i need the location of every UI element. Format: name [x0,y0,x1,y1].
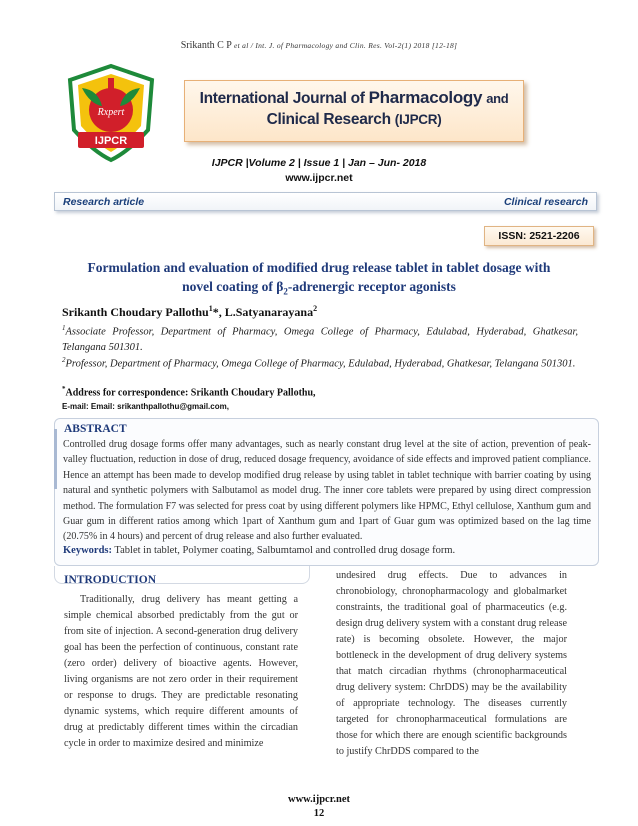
running-head-author: Srikanth C P [180,40,232,51]
keywords-text: Tablet in tablet, Polymer coating, Salbumtamol and controlled drug dosage form. [112,545,456,556]
introduction-heading: INTRODUCTION [64,574,157,586]
journal-word: and [486,91,509,106]
correspondence [62,385,316,398]
author-name: L.Satyanarayana [224,305,314,319]
article-category: Clinical research [503,196,588,208]
journal-word: Research [323,111,395,128]
issue-info: IJPCR |Volume 2 | Issue 1 | Jan – Jun- 2018 [211,157,427,169]
article-type: Research article [63,196,145,208]
keywords-label: Keywords: [63,545,112,556]
affiliation-mark: 2 [62,356,66,364]
title-text: -adrenergic receptor agonists [287,279,456,294]
page-number: 12 [313,808,325,819]
issn-badge: ISSN: 2521-2206 [484,226,594,246]
article-title-line1: Formulation and evaluation of modified drug release tablet in tablet dosage with [87,260,551,275]
article-title [58,258,580,302]
correspondence-mark: * [62,385,66,393]
affiliation-text: Associate Professor, Department of Pharmacy, Omega College of Pharmacy, Edulabad, Hyderabad, Ghatkesar, Telangana 501301. [62,326,578,353]
journal-word: International [199,90,293,107]
logo-staff [108,78,114,104]
journal-word: Clinical [266,111,324,128]
journal-word: (IJPCR) [394,112,442,127]
keywords [63,545,455,556]
journal-logo-icon [58,60,164,164]
author-list [62,304,317,320]
correspondence-email[interactable]: E-mail: Email: srikanthpallothu@gmail.com, [62,402,229,411]
author-affil-mark: 1 [208,304,213,313]
affiliation [62,353,578,372]
introduction-column-right: undesired drug effects. Due to advances in chronobiology, chronopharmacology and globalmarket constraints, the traditional goal of pharmaceutics (e.g. design drug delivery system with a constant drug release rate) is becoming obsolete. However, the major bottleneck in the development of drug delivery systems that match circadian rhythms (chronopharmaceutical drug delivery system: ChrDDS) may be the availability of appropriate technology. The diseases currently targeted for chronopharmaceutical formulations are those for which there are enough scientific backgrounds to justify ChrDDS compared to the [336,570,567,757]
abstract-heading: ABSTRACT [64,423,127,435]
affiliation-text: Professor, Department of Pharmacy, Omega College of Pharmacy, Edulabad, Hyderabad, Ghatkesar, Telangana 501301. [65,358,576,370]
running-head [0,40,638,51]
journal-word: Pharmacology [368,88,483,107]
journal-word: Journal of [292,90,369,107]
abstract-text: Controlled drug dosage forms offer many advantages, such as nearly constant drug level at the site of action, prevention of peak-valley fluctuation, reduction in dose of drug, reduced dosage frequency, avoidance of side effects and improved patient compliance. Hence an attempt has been made to develop modified drug release by using tablet in tablet technique with barrier coating by using natural and synthetic polymers with Salbutamol as model drug. The inner core tablets were prepared by using direct compression method. The formulation F7 was selected for press coat by using different polymers like HPMC, Ethyl cellulose, Xanthum gum and Guar gum in different ratios among which 1part of Xanthum gum and 1part of Guar gum was optimized based on the lag time (20.75% in 4 hours) and percent of drug release and also further evaluated. [63,439,591,543]
title-subscript: 2 [283,286,288,297]
logo-name-text: Rxpert [97,107,125,118]
author-name: Srikanth Choudary Pallothu [62,305,209,319]
article-title-line2 [58,277,580,302]
journal-title-line2 [185,109,523,131]
journal-title-line1 [185,88,523,109]
logo-label-text: IJPCR [94,135,128,147]
affiliation-mark: 1 [62,324,66,332]
title-text: novel coating of β [182,279,284,294]
running-head-citation: et al / Int. J. of Pharmacology and Clin. Res. Vol-2(1) 2018 [12-18] [233,41,458,50]
author-affil-mark: 2 [313,304,318,313]
journal-title-box [184,80,524,142]
article-type-bar [54,192,597,211]
footer-url[interactable]: www.ijpcr.net [287,794,351,805]
journal-url[interactable]: www.ijpcr.net [285,172,353,184]
abstract-box [54,418,599,566]
author-corr-mark: *, [212,305,225,319]
introduction-column-left: Traditionally, drug delivery has meant getting a simple chemical absorbed predictably from the gut or from site of injection. A second-generation drug delivery goal has been the perfection of continuous, constant rate (zero order) delivery of bioactive agents. However, living organisms are not zero order in their requirement or response to drugs. They are predictable resonating dynamic systems, which require different amounts of drug at predictably different times within the circadian cycle in order to maximize desired and minimize [64,594,298,749]
correspondence-text: Address for correspondence: Srikanth Choudary Pallothu, [65,387,316,399]
affiliation [62,321,578,356]
